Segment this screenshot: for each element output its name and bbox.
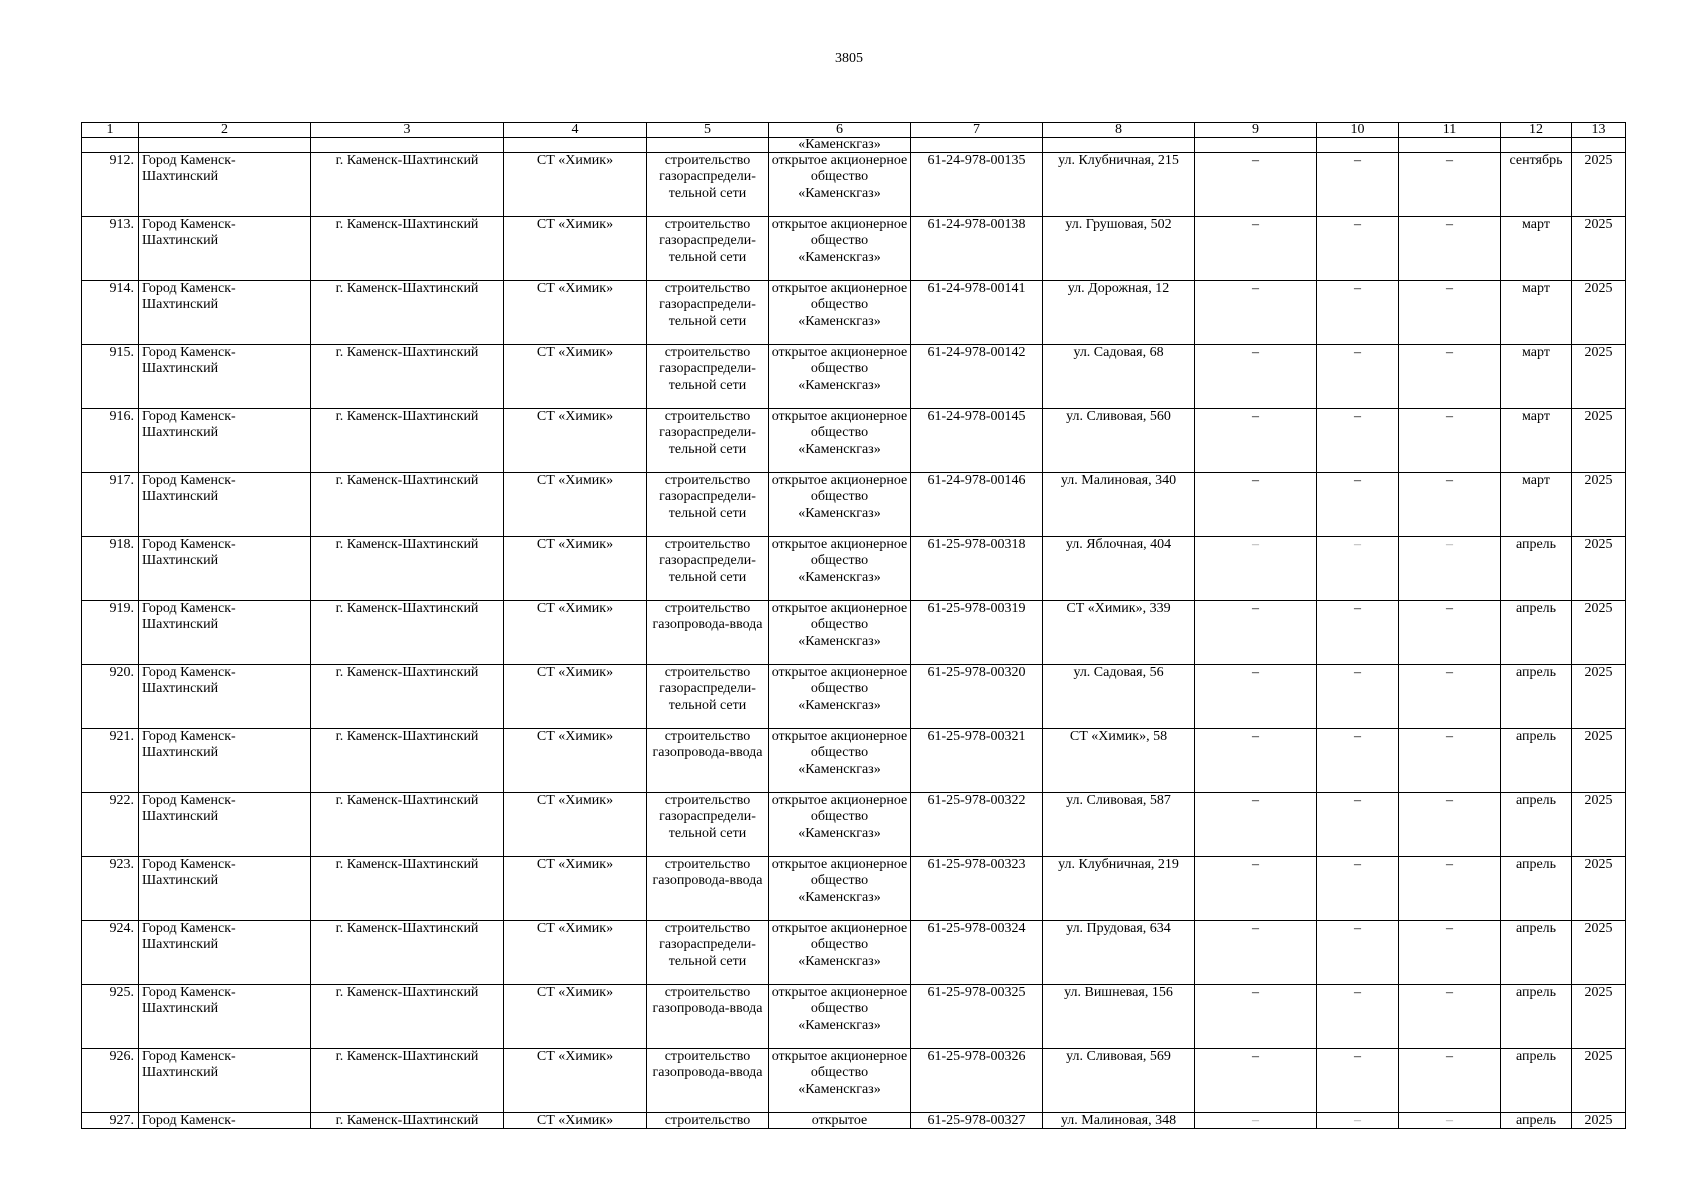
- month-cell: март: [1501, 345, 1572, 409]
- work-type-cell: строительство газопровода-ввода: [647, 857, 769, 921]
- organization-cell: открытое акционерное общество «Каменскгаз»: [769, 345, 911, 409]
- month-cell: апрель: [1501, 857, 1572, 921]
- year-cell: 2025: [1572, 153, 1626, 217]
- address-cell: ул. Сливовая, 587: [1043, 793, 1195, 857]
- area-cell: СТ «Химик»: [504, 857, 647, 921]
- column-11-cell: –: [1399, 473, 1501, 537]
- work-type-cell: строительство газораспредели-тельной сети: [647, 921, 769, 985]
- settlement-cell: г. Каменск-Шахтинский: [311, 665, 504, 729]
- object-code-cell: 61-25-978-00324: [911, 921, 1043, 985]
- object-code-cell: 61-24-978-00142: [911, 345, 1043, 409]
- column-11-cell: –: [1399, 857, 1501, 921]
- area-cell: СТ «Химик»: [504, 1049, 647, 1113]
- object-code-cell: 61-24-978-00138: [911, 217, 1043, 281]
- row-number: 925.: [82, 985, 139, 1049]
- table-row: [82, 729, 1626, 793]
- work-type-cell: строительство газораспредели-тельной сети: [647, 793, 769, 857]
- row-number: 919.: [82, 601, 139, 665]
- column-11-cell: –: [1399, 409, 1501, 473]
- settlement-cell: г. Каменск-Шахтинский: [311, 537, 504, 601]
- row-number: 917.: [82, 473, 139, 537]
- work-type-cell: строительство газопровода-ввода: [647, 985, 769, 1049]
- column-header: 5: [647, 123, 769, 138]
- column-9-cell: –: [1195, 921, 1317, 985]
- column-10-cell: –: [1317, 857, 1399, 921]
- month-cell: апрель: [1501, 921, 1572, 985]
- organization-cell: открытое акционерное общество «Каменскгаз»: [769, 153, 911, 217]
- object-code-cell: 61-25-978-00318: [911, 537, 1043, 601]
- object-code-cell: 61-25-978-00323: [911, 857, 1043, 921]
- column-10-cell: –: [1317, 729, 1399, 793]
- address-cell: ул. Сливовая, 569: [1043, 1049, 1195, 1113]
- object-code-cell: 61-25-978-00319: [911, 601, 1043, 665]
- district-cell: Город Каменск-Шахтинский: [139, 793, 311, 857]
- area-cell: СТ «Химик»: [504, 1113, 647, 1129]
- table-row: [82, 921, 1626, 985]
- organization-cell: открытое акционерное общество «Каменскгаз»: [769, 793, 911, 857]
- year-cell: 2025: [1572, 1049, 1626, 1113]
- settlement-cell: г. Каменск-Шахтинский: [311, 409, 504, 473]
- month-cell: апрель: [1501, 601, 1572, 665]
- month-cell: апрель: [1501, 665, 1572, 729]
- column-11-cell: –: [1399, 985, 1501, 1049]
- district-cell: Город Каменск-Шахтинский: [139, 537, 311, 601]
- table-row: [82, 601, 1626, 665]
- organization-cell: открытое акционерное общество «Каменскгаз»: [769, 409, 911, 473]
- year-cell: 2025: [1572, 857, 1626, 921]
- object-code-cell: 61-24-978-00145: [911, 409, 1043, 473]
- area-cell: СТ «Химик»: [504, 217, 647, 281]
- settlement-cell: г. Каменск-Шахтинский: [311, 153, 504, 217]
- column-10-cell: –: [1317, 921, 1399, 985]
- district-cell: Город Каменск-Шахтинский: [139, 217, 311, 281]
- organization-cell: открытое акционерное общество «Каменскгаз»: [769, 601, 911, 665]
- district-cell: Город Каменск-Шахтинский: [139, 345, 311, 409]
- column-9-cell: –: [1195, 217, 1317, 281]
- column-11-cell: –: [1399, 537, 1501, 601]
- settlement-cell: г. Каменск-Шахтинский: [311, 345, 504, 409]
- table-row: [82, 473, 1626, 537]
- object-code-cell: 61-24-978-00135: [911, 153, 1043, 217]
- district-cell: Город Каменск-Шахтинский: [139, 409, 311, 473]
- address-cell: ул. Грушовая, 502: [1043, 217, 1195, 281]
- address-cell: СТ «Химик», 58: [1043, 729, 1195, 793]
- district-cell: Город Каменск-: [139, 1113, 311, 1129]
- year-cell: 2025: [1572, 1113, 1626, 1129]
- table-row: [82, 281, 1626, 345]
- organization-cell: открытое акционерное общество «Каменскгаз»: [769, 473, 911, 537]
- column-10-cell: –: [1317, 409, 1399, 473]
- organization-cell: открытое акционерное общество «Каменскгаз»: [769, 1049, 911, 1113]
- settlement-cell: г. Каменск-Шахтинский: [311, 729, 504, 793]
- column-header: 13: [1572, 123, 1626, 138]
- area-cell: СТ «Химик»: [504, 409, 647, 473]
- row-number: 915.: [82, 345, 139, 409]
- settlement-cell: г. Каменск-Шахтинский: [311, 473, 504, 537]
- settlement-cell: г. Каменск-Шахтинский: [311, 281, 504, 345]
- organization-cell: открытое акционерное общество «Каменскгаз»: [769, 281, 911, 345]
- district-cell: Город Каменск-Шахтинский: [139, 985, 311, 1049]
- continuation-org: «Каменскгаз»: [769, 138, 911, 153]
- work-type-cell: строительство: [647, 1113, 769, 1129]
- settlement-cell: г. Каменск-Шахтинский: [311, 921, 504, 985]
- year-cell: 2025: [1572, 345, 1626, 409]
- area-cell: СТ «Химик»: [504, 985, 647, 1049]
- object-code-cell: 61-24-978-00141: [911, 281, 1043, 345]
- row-number: 924.: [82, 921, 139, 985]
- organization-cell: открытое акционерное общество «Каменскгаз»: [769, 217, 911, 281]
- column-11-cell: –: [1399, 153, 1501, 217]
- settlement-cell: г. Каменск-Шахтинский: [311, 1049, 504, 1113]
- year-cell: 2025: [1572, 921, 1626, 985]
- column-header: 7: [911, 123, 1043, 138]
- year-cell: 2025: [1572, 985, 1626, 1049]
- organization-cell: открытое акционерное общество «Каменскгаз»: [769, 857, 911, 921]
- district-cell: Город Каменск-Шахтинский: [139, 665, 311, 729]
- column-11-cell: –: [1399, 793, 1501, 857]
- column-10-cell: –: [1317, 793, 1399, 857]
- column-10-cell: –: [1317, 985, 1399, 1049]
- address-cell: СТ «Химик», 339: [1043, 601, 1195, 665]
- address-cell: ул. Малиновая, 340: [1043, 473, 1195, 537]
- work-type-cell: строительство газораспредели-тельной сети: [647, 409, 769, 473]
- work-type-cell: строительство газораспредели-тельной сети: [647, 537, 769, 601]
- settlement-cell: г. Каменск-Шахтинский: [311, 601, 504, 665]
- page-number: 3805: [835, 51, 863, 66]
- row-number: 912.: [82, 153, 139, 217]
- column-9-cell: –: [1195, 345, 1317, 409]
- row-number: 913.: [82, 217, 139, 281]
- table-row: [82, 345, 1626, 409]
- organization-cell: открытое акционерное общество «Каменскгаз»: [769, 665, 911, 729]
- table-row: [82, 665, 1626, 729]
- area-cell: СТ «Химик»: [504, 473, 647, 537]
- area-cell: СТ «Химик»: [504, 793, 647, 857]
- column-header: 4: [504, 123, 647, 138]
- table-row: [82, 217, 1626, 281]
- column-header: 11: [1399, 123, 1501, 138]
- address-cell: ул. Клубничная, 215: [1043, 153, 1195, 217]
- address-cell: ул. Садовая, 56: [1043, 665, 1195, 729]
- area-cell: СТ «Химик»: [504, 665, 647, 729]
- work-type-cell: строительство газопровода-ввода: [647, 1049, 769, 1113]
- table-row: [82, 1049, 1626, 1113]
- column-header: 2: [139, 123, 311, 138]
- table-row: [82, 985, 1626, 1049]
- area-cell: СТ «Химик»: [504, 153, 647, 217]
- column-10-cell: –: [1317, 601, 1399, 665]
- month-cell: март: [1501, 217, 1572, 281]
- address-cell: ул. Яблочная, 404: [1043, 537, 1195, 601]
- column-10-cell: –: [1317, 665, 1399, 729]
- column-9-cell: –: [1195, 665, 1317, 729]
- settlement-cell: г. Каменск-Шахтинский: [311, 985, 504, 1049]
- work-type-cell: строительство газопровода-ввода: [647, 601, 769, 665]
- table-row: [82, 857, 1626, 921]
- data-table: [81, 122, 1626, 1129]
- object-code-cell: 61-25-978-00325: [911, 985, 1043, 1049]
- work-type-cell: строительство газораспредели-тельной сети: [647, 217, 769, 281]
- district-cell: Город Каменск-Шахтинский: [139, 281, 311, 345]
- continuation-row: [82, 138, 1626, 153]
- address-cell: ул. Малиновая, 348: [1043, 1113, 1195, 1129]
- settlement-cell: г. Каменск-Шахтинский: [311, 857, 504, 921]
- column-10-cell: –: [1317, 537, 1399, 601]
- area-cell: СТ «Химик»: [504, 345, 647, 409]
- column-header: 8: [1043, 123, 1195, 138]
- object-code-cell: 61-25-978-00322: [911, 793, 1043, 857]
- column-9-cell: –: [1195, 985, 1317, 1049]
- table-row: [82, 153, 1626, 217]
- row-number: 920.: [82, 665, 139, 729]
- month-cell: март: [1501, 473, 1572, 537]
- table-row: [82, 537, 1626, 601]
- district-cell: Город Каменск-Шахтинский: [139, 601, 311, 665]
- area-cell: СТ «Химик»: [504, 729, 647, 793]
- work-type-cell: строительство газораспредели-тельной сети: [647, 665, 769, 729]
- district-cell: Город Каменск-Шахтинский: [139, 857, 311, 921]
- area-cell: СТ «Химик»: [504, 537, 647, 601]
- column-10-cell: –: [1317, 217, 1399, 281]
- organization-cell: открытое: [769, 1113, 911, 1129]
- work-type-cell: строительство газораспредели-тельной сети: [647, 473, 769, 537]
- row-number: 921.: [82, 729, 139, 793]
- column-9-cell: –: [1195, 281, 1317, 345]
- row-number: 927.: [82, 1113, 139, 1129]
- column-10-cell: –: [1317, 1113, 1399, 1129]
- month-cell: апрель: [1501, 793, 1572, 857]
- column-9-cell: –: [1195, 1113, 1317, 1129]
- organization-cell: открытое акционерное общество «Каменскгаз»: [769, 729, 911, 793]
- year-cell: 2025: [1572, 793, 1626, 857]
- month-cell: апрель: [1501, 729, 1572, 793]
- settlement-cell: г. Каменск-Шахтинский: [311, 1113, 504, 1129]
- column-11-cell: –: [1399, 729, 1501, 793]
- column-10-cell: –: [1317, 473, 1399, 537]
- column-9-cell: –: [1195, 537, 1317, 601]
- column-11-cell: –: [1399, 1113, 1501, 1129]
- column-9-cell: –: [1195, 793, 1317, 857]
- object-code-cell: 61-25-978-00326: [911, 1049, 1043, 1113]
- address-cell: ул. Прудовая, 634: [1043, 921, 1195, 985]
- row-number: 914.: [82, 281, 139, 345]
- column-9-cell: –: [1195, 1049, 1317, 1113]
- header-row: [82, 123, 1626, 138]
- table-row: [82, 1113, 1626, 1129]
- object-code-cell: 61-24-978-00146: [911, 473, 1043, 537]
- column-header: 12: [1501, 123, 1572, 138]
- row-number: 922.: [82, 793, 139, 857]
- column-11-cell: –: [1399, 601, 1501, 665]
- column-header: 6: [769, 123, 911, 138]
- column-9-cell: –: [1195, 601, 1317, 665]
- district-cell: Город Каменск-Шахтинский: [139, 921, 311, 985]
- year-cell: 2025: [1572, 665, 1626, 729]
- column-header: 3: [311, 123, 504, 138]
- settlement-cell: г. Каменск-Шахтинский: [311, 217, 504, 281]
- work-type-cell: строительство газопровода-ввода: [647, 729, 769, 793]
- month-cell: март: [1501, 409, 1572, 473]
- organization-cell: открытое акционерное общество «Каменскгаз»: [769, 985, 911, 1049]
- month-cell: март: [1501, 281, 1572, 345]
- address-cell: ул. Клубничная, 219: [1043, 857, 1195, 921]
- column-11-cell: –: [1399, 1049, 1501, 1113]
- month-cell: апрель: [1501, 1049, 1572, 1113]
- district-cell: Город Каменск-Шахтинский: [139, 1049, 311, 1113]
- year-cell: 2025: [1572, 217, 1626, 281]
- column-11-cell: –: [1399, 665, 1501, 729]
- year-cell: 2025: [1572, 601, 1626, 665]
- work-type-cell: строительство газораспредели-тельной сети: [647, 153, 769, 217]
- district-cell: Город Каменск-Шахтинский: [139, 153, 311, 217]
- year-cell: 2025: [1572, 473, 1626, 537]
- column-11-cell: –: [1399, 921, 1501, 985]
- column-header: 10: [1317, 123, 1399, 138]
- column-header: 1: [82, 123, 139, 138]
- table-row: [82, 409, 1626, 473]
- area-cell: СТ «Химик»: [504, 921, 647, 985]
- address-cell: ул. Вишневая, 156: [1043, 985, 1195, 1049]
- area-cell: СТ «Химик»: [504, 601, 647, 665]
- row-number: 916.: [82, 409, 139, 473]
- area-cell: СТ «Химик»: [504, 281, 647, 345]
- column-header: 9: [1195, 123, 1317, 138]
- year-cell: 2025: [1572, 409, 1626, 473]
- column-10-cell: –: [1317, 153, 1399, 217]
- table-row: [82, 793, 1626, 857]
- column-11-cell: –: [1399, 217, 1501, 281]
- work-type-cell: строительство газораспредели-тельной сети: [647, 345, 769, 409]
- address-cell: ул. Сливовая, 560: [1043, 409, 1195, 473]
- row-number: 923.: [82, 857, 139, 921]
- row-number: 918.: [82, 537, 139, 601]
- year-cell: 2025: [1572, 281, 1626, 345]
- month-cell: апрель: [1501, 537, 1572, 601]
- column-9-cell: –: [1195, 857, 1317, 921]
- column-9-cell: –: [1195, 729, 1317, 793]
- column-10-cell: –: [1317, 1049, 1399, 1113]
- district-cell: Город Каменск-Шахтинский: [139, 473, 311, 537]
- column-11-cell: –: [1399, 281, 1501, 345]
- column-9-cell: –: [1195, 473, 1317, 537]
- column-9-cell: –: [1195, 409, 1317, 473]
- month-cell: сентябрь: [1501, 153, 1572, 217]
- year-cell: 2025: [1572, 729, 1626, 793]
- organization-cell: открытое акционерное общество «Каменскгаз»: [769, 921, 911, 985]
- month-cell: апрель: [1501, 1113, 1572, 1129]
- work-type-cell: строительство газораспредели-тельной сети: [647, 281, 769, 345]
- object-code-cell: 61-25-978-00320: [911, 665, 1043, 729]
- column-10-cell: –: [1317, 345, 1399, 409]
- organization-cell: открытое акционерное общество «Каменскгаз»: [769, 537, 911, 601]
- column-11-cell: –: [1399, 345, 1501, 409]
- district-cell: Город Каменск-Шахтинский: [139, 729, 311, 793]
- year-cell: 2025: [1572, 537, 1626, 601]
- address-cell: ул. Дорожная, 12: [1043, 281, 1195, 345]
- object-code-cell: 61-25-978-00327: [911, 1113, 1043, 1129]
- column-10-cell: –: [1317, 281, 1399, 345]
- address-cell: ул. Садовая, 68: [1043, 345, 1195, 409]
- object-code-cell: 61-25-978-00321: [911, 729, 1043, 793]
- month-cell: апрель: [1501, 985, 1572, 1049]
- row-number: 926.: [82, 1049, 139, 1113]
- column-9-cell: –: [1195, 153, 1317, 217]
- settlement-cell: г. Каменск-Шахтинский: [311, 793, 504, 857]
